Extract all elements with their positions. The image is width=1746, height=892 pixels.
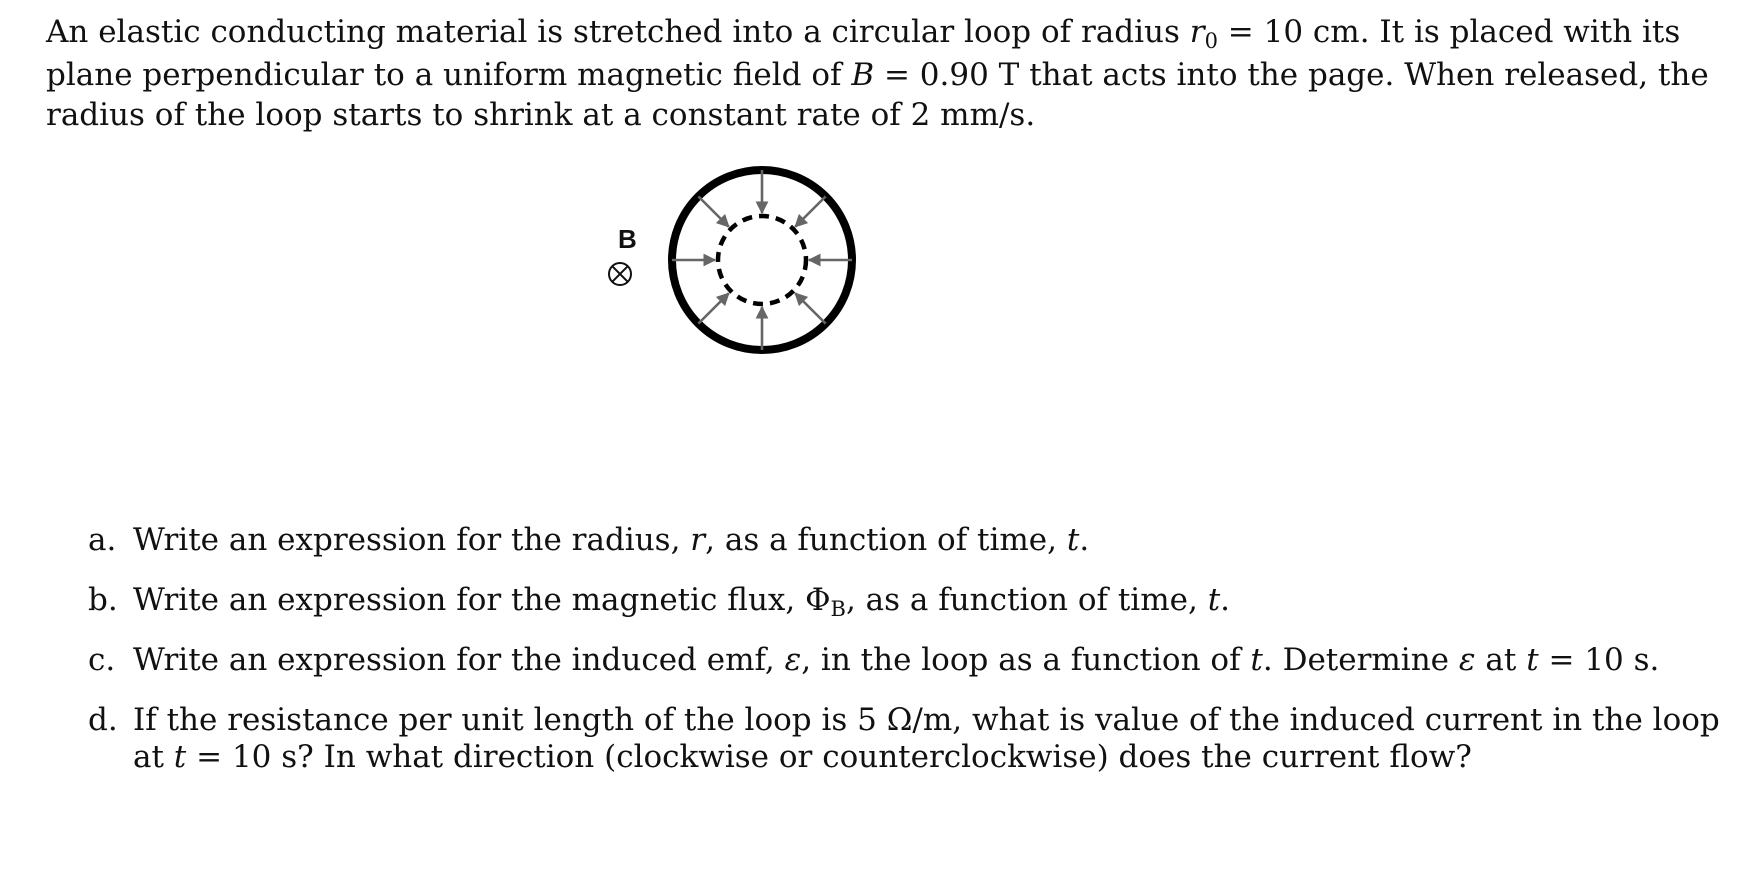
intro-text: radius of the loop starts to shrink at a constant rate of 2 mm/s. (46, 97, 1036, 133)
text-run: . Determine (1262, 642, 1459, 678)
part-label: d. (88, 702, 118, 738)
intro-text: = 0.90 T that acts into the page. When released, the (874, 57, 1709, 93)
intro-text: plane perpendicular to a uniform magnetic field of (46, 57, 852, 93)
field-symbol: B (851, 57, 875, 93)
inward-arrow (698, 293, 728, 323)
math-var: t (1207, 582, 1221, 618)
math-var: t (1066, 522, 1080, 558)
part-label: a. (88, 522, 117, 558)
text-run: , in the loop as a function of (801, 642, 1251, 678)
intro-text: An elastic conducting material is stretched into a circular loop of radius (46, 14, 1190, 50)
math-var: t (173, 739, 187, 775)
loop-diagram-svg (618, 170, 980, 410)
part-text-line-2 (133, 737, 1472, 777)
intro-line-2 (46, 55, 1709, 95)
intro-line-1 (46, 12, 1681, 55)
field-label: B (618, 224, 637, 254)
text-run: Write an expression for the magnetic flux, Φ (133, 582, 831, 618)
math-var: t (1526, 642, 1539, 678)
math-subscript: B (830, 597, 846, 621)
intro-line-3 (46, 95, 1646, 135)
text-run: , as a function of time, (845, 582, 1208, 618)
part-text (133, 580, 1230, 623)
text-run: = 10 s? In what direction (clockwise or counterclockwise) does the current flow? (186, 739, 1472, 775)
shrunk-loop (718, 216, 806, 304)
text-run: . (1079, 522, 1090, 558)
text-run: at (133, 739, 174, 775)
part-label: c. (88, 642, 116, 678)
loop-diagram (618, 170, 980, 410)
text-run: at (1475, 642, 1527, 678)
part-text (133, 520, 1089, 560)
inward-arrow (698, 196, 728, 226)
math-var: t (1250, 642, 1263, 678)
radius-subscript: 0 (1204, 29, 1218, 53)
text-run: Write an expression for the radius, (133, 522, 691, 558)
intro-text: = 10 cm. It is placed with its (1217, 14, 1681, 50)
text-run: = 10 s. (1538, 642, 1660, 678)
part-text-line-1: If the resistance per unit length of the loop is 5 Ω/m, what is value of the induced current in the loop (133, 702, 1720, 738)
part-label: b. (88, 582, 118, 618)
math-var: ε (1458, 642, 1476, 678)
shrink-arrows (672, 170, 852, 350)
inward-arrow (795, 196, 825, 226)
text-run: . (1220, 582, 1231, 618)
inward-arrow (795, 293, 825, 323)
problem-intro (46, 12, 1709, 135)
math-var: ε (784, 642, 802, 678)
part-text (133, 640, 1659, 680)
text-run: Write an expression for the induced emf, (133, 642, 785, 678)
cross-in-circle-icon (609, 263, 631, 285)
math-var: r (690, 522, 706, 558)
text-run: , as a function of time, (705, 522, 1067, 558)
radius-symbol: r (1189, 14, 1205, 50)
